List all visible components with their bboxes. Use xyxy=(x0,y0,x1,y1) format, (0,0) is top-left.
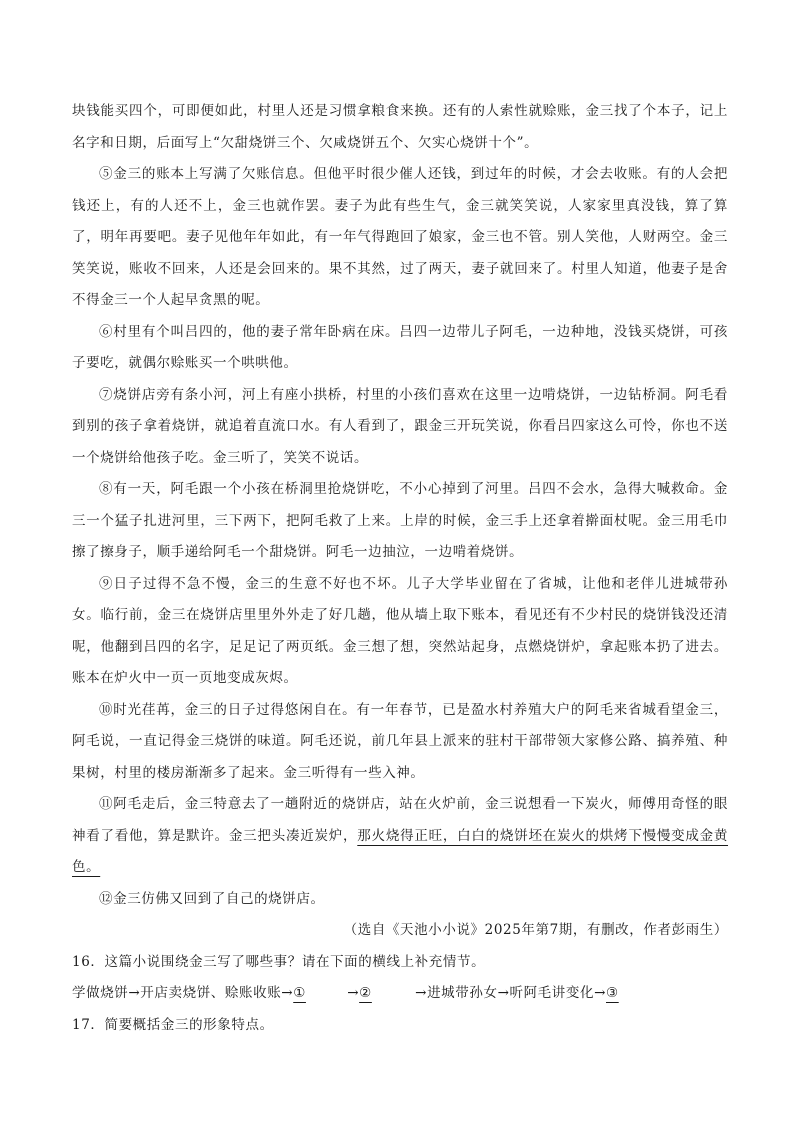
underlined-sentence: 那火烧得正旺，白白的烧饼坯在炭火的烘烤下慢慢变成金黄色。 xyxy=(72,827,729,875)
paragraph-6: ⑥村里有个叫吕四的，他的妻子常年卧病在床。吕四一边带儿子阿毛，一边种地，没钱买烧饼，可孩子要吃，就偶尔赊账买一个哄哄他。 xyxy=(72,323,728,371)
source-citation: （选自《天池小小说》2025年第7期，有删改，作者彭雨生） xyxy=(343,922,728,938)
question-16: 16．这篇小说围绕金三写了哪些事？请在下面的横线上补充情节。 xyxy=(72,953,486,970)
paragraph-10: ⑩时光荏苒，金三的日子过得悠闲自在。有一年春节，已是盈水村养殖大户的阿毛来省城看望金三，阿毛说，一直记得金三烧饼的味道。阿毛还说，前几年县上派来的驻村干部带领大家修公路、搞养殖、种果树，村里的楼房渐渐多了起来。金三听得有一些入神。 xyxy=(72,701,728,781)
paragraph-12: ⑫金三仿佛又回到了自己的烧饼店。 xyxy=(99,890,325,907)
plot-flow xyxy=(72,978,728,1010)
flow-arrow: → xyxy=(347,985,360,1001)
paragraph-8: ⑧有一天，阿毛跟一个小孩在桥洞里抢烧饼吃，不小心掉到了河里。吕四不会水，急得大喊救命。金三一个猛子扎进河里，三下两下，把阿毛救了上来。上岸的时候，金三手上还拿着擀面杖呢。金三用毛巾擦了擦身子，顺手递给阿毛一个甜烧饼。阿毛一边抽泣，一边啃着烧饼。 xyxy=(72,481,728,560)
paragraph-5: ⑤金三的账本上写满了欠账信息。但他平时很少催人还钱，到过年的时候，才会去收账。有的人会把钱还上，有的人还不上，金三也就作罢。妻子为此有些生气，金三就笑笑说，人家家里真没钱，算了算了，明年再要吧。妻子见他年年如此，有一年气得跑回了娘家，金三也不管。别人笑他，人财两空。金三笑笑说，账收不回来，人还是会回来的。果不其然，过了两天，妻子就回来了。村里人知道，他妻子是舍不得金三一个人起早贪黑的呢。 xyxy=(72,166,728,308)
answer-blank-2[interactable]: ② xyxy=(359,985,372,1001)
paragraph-9: ⑨日子过得不急不慢，金三的生意不好也不坏。儿子大学毕业留在了省城，让他和老伴儿进城带孙女。临行前，金三在烧饼店里里外外走了好几趟，他从墙上取下账本，看见还有不少村民的烧饼钱没还清呢，他翻到吕四的名字，足足记了两页纸。金三想了想，突然站起身，点燃烧饼炉，拿起账本扔了进去。账本在炉火中一页一页地变成灰烬。 xyxy=(72,575,728,686)
paragraph-7: ⑦烧饼店旁有条小河，河上有座小拱桥，村里的小孩们喜欢在这里一边啃烧饼，一边钻桥洞。阿毛看到别的孩子拿着烧饼，就追着直流口水。有人看到了，跟金三开玩笑说，你看吕四家这么可怜，你也不送一个烧饼给他孩子吃。金三听了，笑笑不说话。 xyxy=(72,386,728,466)
flow-start: 学做烧饼→开店卖烧饼、赊账收账→ xyxy=(72,985,294,1001)
paragraph-11 xyxy=(72,789,728,884)
answer-blank-1[interactable]: ① xyxy=(293,985,306,1001)
paragraph-4-tail: 块钱能买四个，可即便如此，村里人还是习惯拿粮食来换。还有的人索性就赊账，金三找了个本子，记上名字和日期，后面写上“欠甜烧饼三个、欠咸烧饼五个、欠实心烧饼十个”。 xyxy=(72,103,728,151)
reading-passage xyxy=(72,96,728,1041)
answer-blank-3[interactable]: ③ xyxy=(606,985,619,1001)
flow-middle: →进城带孙女→听阿毛讲变化→ xyxy=(415,985,606,1001)
question-17: 17．简要概括金三的形象特点。 xyxy=(72,1016,274,1033)
paragraph-11-text: ⑪阿毛走后，金三特意去了一趟附近的烧饼店，站在火炉前，金三说想看一下炭火，师傅用奇怪的眼神看了看他，算是默许。金三把头凑近炭炉， xyxy=(72,796,728,844)
